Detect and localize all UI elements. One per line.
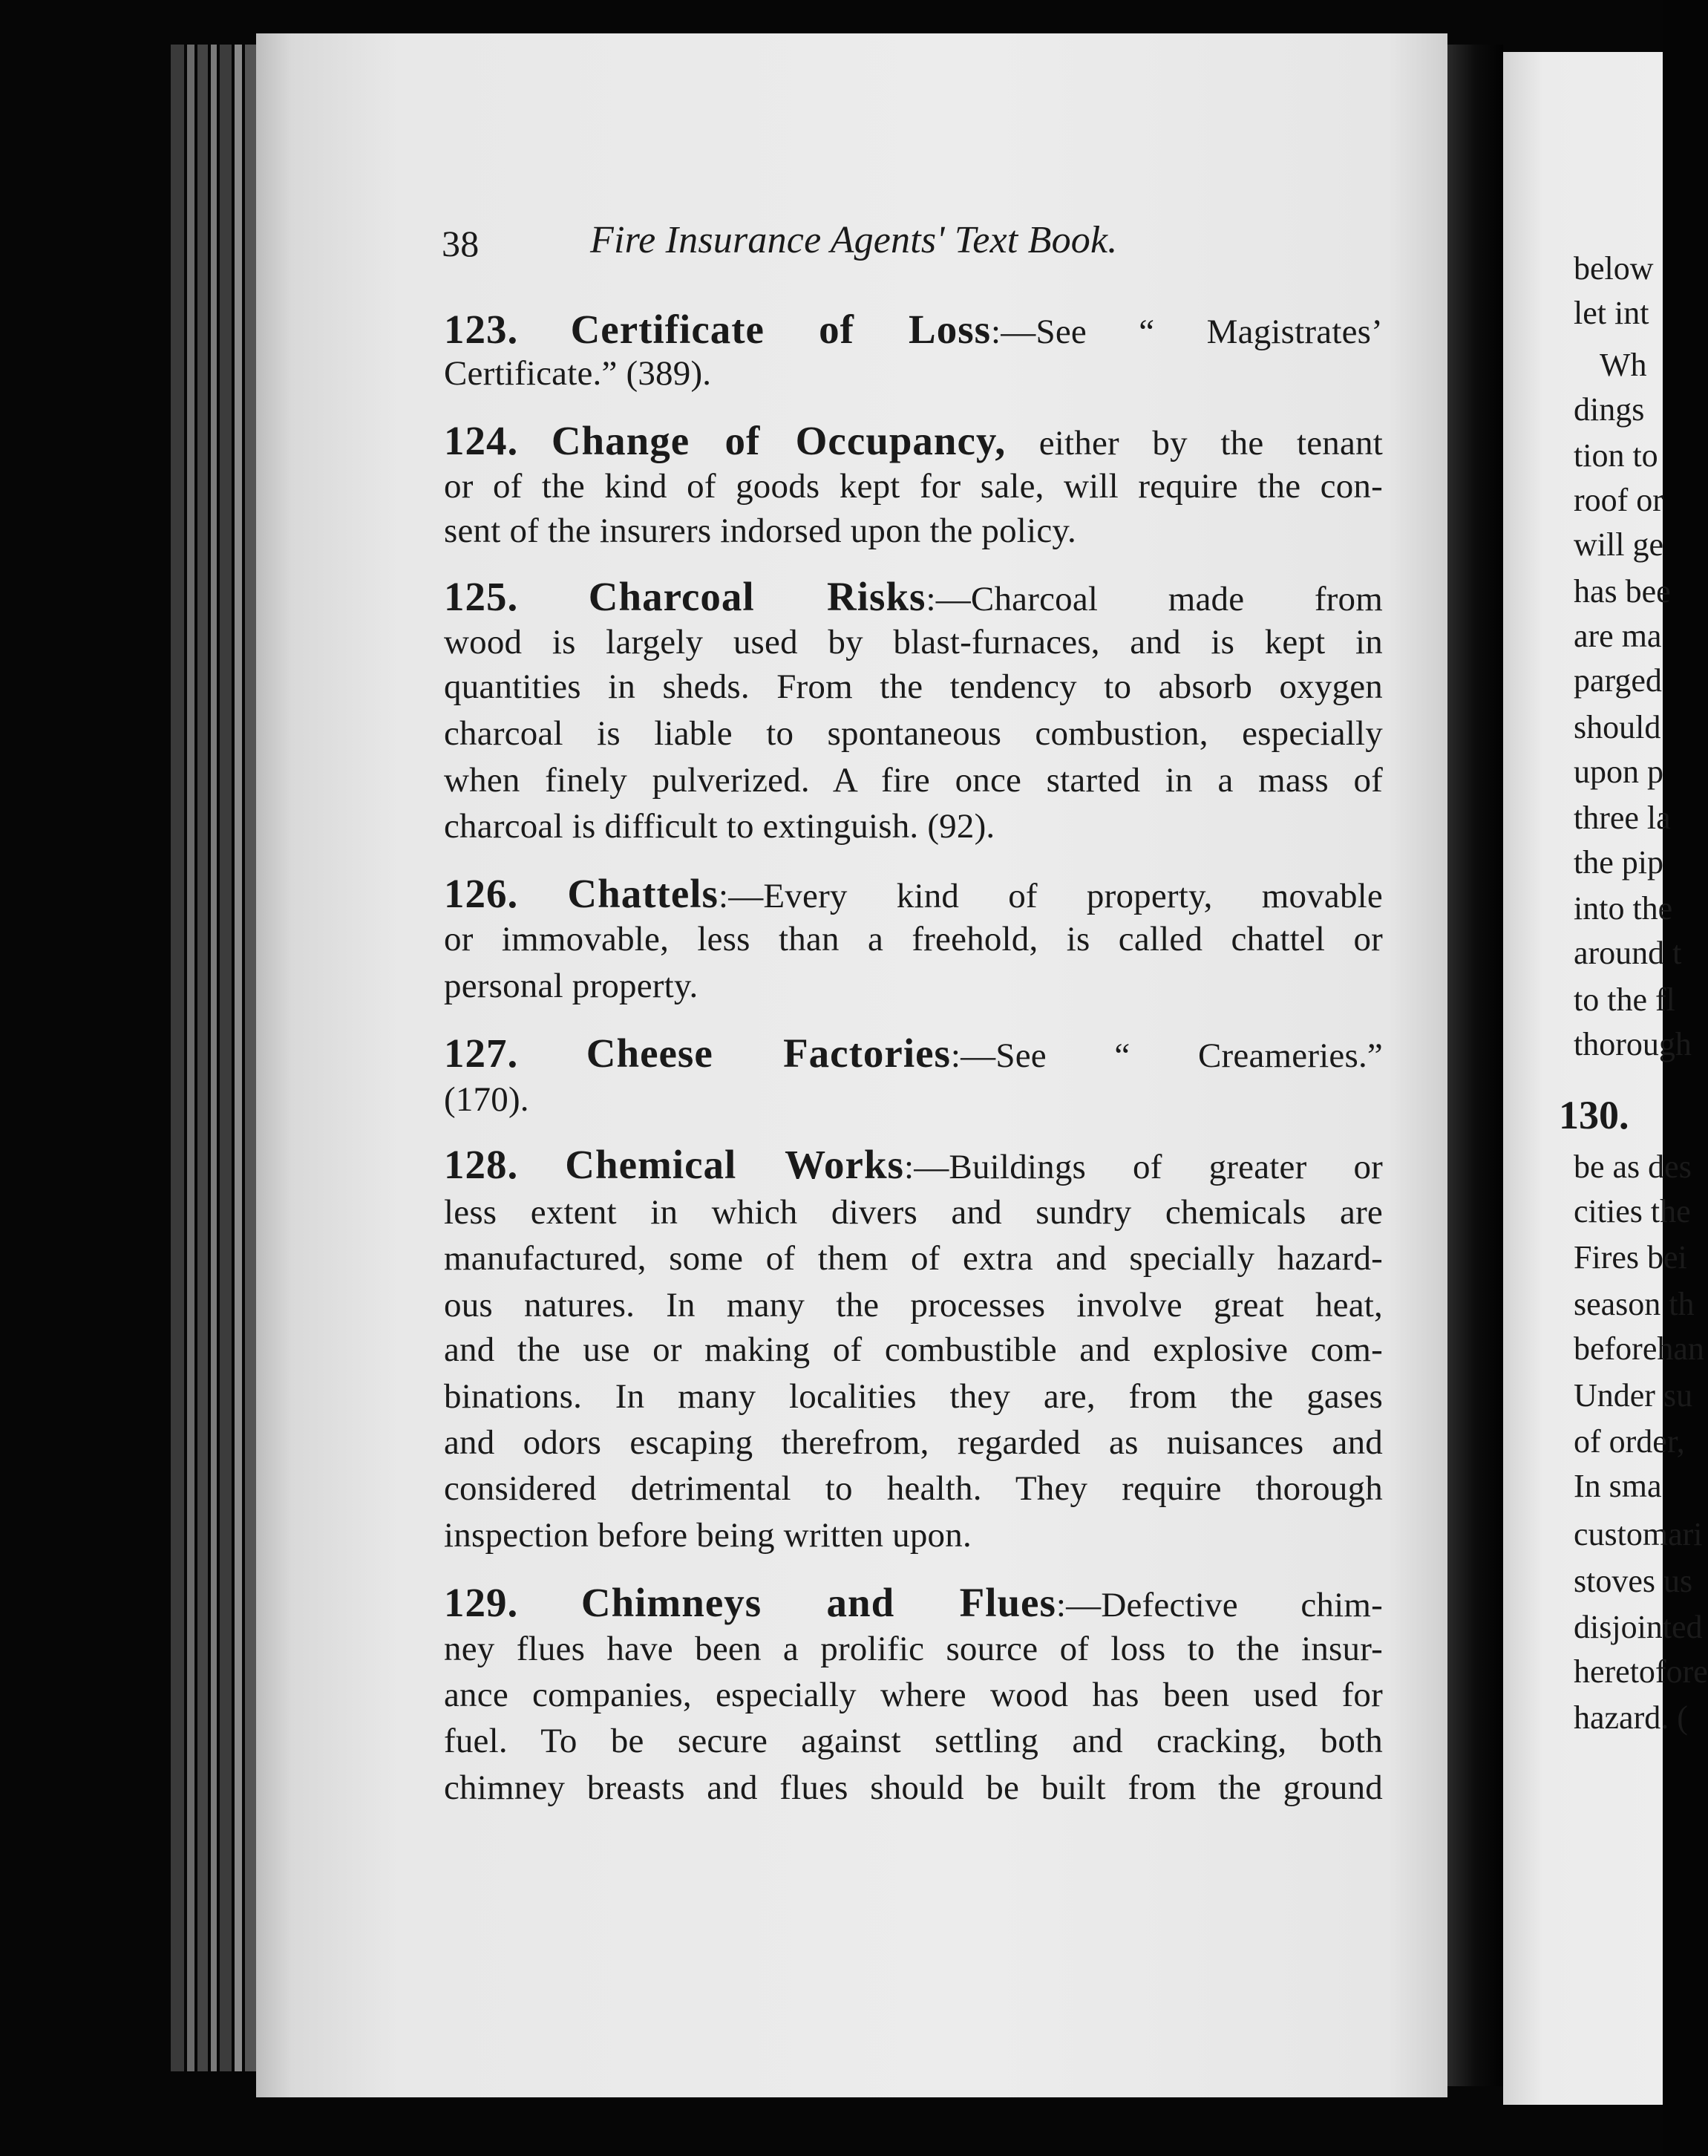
- facing-page-line: Fires bei: [1574, 1239, 1687, 1275]
- entry-number: 124.: [444, 418, 519, 463]
- body-line: Certificate.” (389).: [444, 354, 712, 393]
- body-line: or of the kind of goods kept for sale, will require the con-: [444, 467, 1383, 506]
- entry-title: Chimneys and Flues: [580, 1580, 1056, 1625]
- facing-page-line: tion to: [1574, 437, 1658, 474]
- entry-title: Certificate of Loss: [570, 307, 992, 352]
- body-line: or immovable, less than a freehold, is called chattel or: [444, 920, 1383, 958]
- facing-page-line: has bee: [1574, 573, 1671, 610]
- entry-heading-line: [444, 1142, 1384, 1187]
- body-line: ance companies, especially where wood has been used for: [444, 1676, 1383, 1714]
- facing-page-line: be as des: [1574, 1149, 1692, 1185]
- facing-page-line: thorough: [1574, 1026, 1692, 1062]
- facing-page-line: below: [1574, 250, 1654, 287]
- body-line: when finely pulverized. A fire once started in a mass of: [444, 761, 1383, 800]
- body-line: personal property.: [444, 967, 698, 1005]
- entry-heading-rest: :—Defective chim-: [1056, 1586, 1383, 1624]
- entry-heading-line: [444, 1030, 1383, 1076]
- entry-heading-rest: either by the tenant: [1006, 424, 1383, 463]
- body-line: charcoal is difficult to extinguish. (92).: [444, 807, 995, 846]
- body-line: (170).: [444, 1080, 529, 1119]
- facing-page-line: let int: [1574, 295, 1649, 331]
- body-line: inspection before being written upon.: [444, 1516, 972, 1555]
- body-line: manufactured, some of them of extra and specially hazard-: [444, 1239, 1383, 1278]
- facing-page-line: cities the: [1574, 1193, 1691, 1229]
- body-line: sent of the insurers indorsed upon the policy.: [444, 512, 1076, 550]
- entry-heading-rest: :—See “ Magistrates’: [991, 313, 1383, 351]
- entry-heading-line: [444, 574, 1383, 619]
- entry-number: 126.: [444, 871, 519, 916]
- body-line: and odors escaping therefrom, regarded as nuisances and: [444, 1423, 1383, 1462]
- body-line: fuel. To be secure against settling and cracking, both: [444, 1722, 1383, 1760]
- entry-title: Chattels: [567, 871, 719, 916]
- entry-number: 128.: [444, 1142, 519, 1187]
- entry-heading-line: [444, 307, 1383, 352]
- entry-heading-rest: :—See “ Creameries.”: [950, 1036, 1383, 1075]
- body-line: wood is largely used by blast-furnaces, and is kept in: [444, 623, 1383, 662]
- entry-heading-line: [444, 871, 1383, 916]
- facing-page-line: disjointed: [1574, 1609, 1703, 1645]
- facing-page-line: to the fl: [1574, 981, 1675, 1018]
- entry-title: Charcoal Risks: [588, 574, 926, 619]
- facing-page-line: season th: [1574, 1286, 1695, 1322]
- facing-page-line: stoves us: [1574, 1563, 1693, 1599]
- right-facing-page: [1503, 52, 1708, 2105]
- facing-page-line: the pip: [1574, 844, 1663, 881]
- entry-title: Cheese Factories: [586, 1030, 951, 1076]
- body-line: chimney breasts and flues should be built from the ground: [444, 1768, 1383, 1807]
- entry-heading-rest: :—Every kind of property, movable: [718, 877, 1383, 915]
- body-line: quantities in sheds. From the tendency to absorb oxygen: [444, 667, 1383, 706]
- facing-page-line: dings: [1574, 391, 1645, 428]
- page-number: 38: [442, 223, 480, 264]
- entry-heading-rest: :—Buildings of greater or: [903, 1148, 1384, 1186]
- facing-page-line: beforehan: [1574, 1330, 1704, 1367]
- running-head: Fire Insurance Agents' Text Book.: [590, 219, 1118, 261]
- entry-heading-line: [444, 1580, 1383, 1625]
- body-line: ney flues have been a prolific source of loss to the insur-: [444, 1630, 1383, 1668]
- facing-page-line: will ge: [1574, 526, 1663, 563]
- page-stack-edges: [171, 45, 260, 2071]
- facing-page-line: 130.: [1559, 1093, 1629, 1137]
- facing-page-line: customari: [1574, 1516, 1703, 1552]
- entry-title: Change of Occupancy,: [551, 418, 1007, 463]
- facing-page-line: of order,: [1574, 1423, 1685, 1460]
- facing-page-line: upon p: [1574, 754, 1663, 790]
- facing-page-line: hazard. (: [1574, 1699, 1688, 1736]
- entry-heading-line: [444, 418, 1383, 463]
- facing-page-line: Wh: [1600, 347, 1647, 383]
- facing-page-line: Under su: [1574, 1377, 1693, 1414]
- facing-page-line: parged: [1574, 662, 1662, 699]
- facing-page-line: In sma: [1574, 1468, 1662, 1504]
- facing-page-line: are ma: [1574, 618, 1662, 654]
- body-line: binations. In many localities they are, from the gases: [444, 1377, 1383, 1416]
- body-line: less extent in which divers and sundry chemicals are: [444, 1193, 1383, 1232]
- facing-page-line: roof or: [1574, 482, 1663, 518]
- facing-page-line: should: [1574, 709, 1661, 745]
- entry-number: 129.: [444, 1580, 519, 1625]
- gutter-shadow: [1447, 45, 1503, 2086]
- entry-number: 123.: [444, 307, 519, 352]
- entry-number: 127.: [444, 1030, 519, 1076]
- body-line: considered detrimental to health. They require thorough: [444, 1469, 1383, 1508]
- entry-number: 125.: [444, 574, 519, 619]
- body-line: charcoal is liable to spontaneous combustion, especially: [444, 714, 1383, 753]
- facing-page-line: around t: [1574, 935, 1682, 971]
- facing-page-line: three la: [1574, 800, 1671, 836]
- facing-page-line: heretofore: [1574, 1653, 1708, 1690]
- body-line: ous natures. In many the processes involve great heat,: [444, 1286, 1383, 1324]
- entry-title: Chemical Works: [565, 1142, 904, 1187]
- facing-page-line: into the: [1574, 890, 1673, 927]
- body-line: and the use or making of combustible and explosive com-: [444, 1330, 1383, 1369]
- entry-heading-rest: :—Charcoal made from: [926, 580, 1383, 618]
